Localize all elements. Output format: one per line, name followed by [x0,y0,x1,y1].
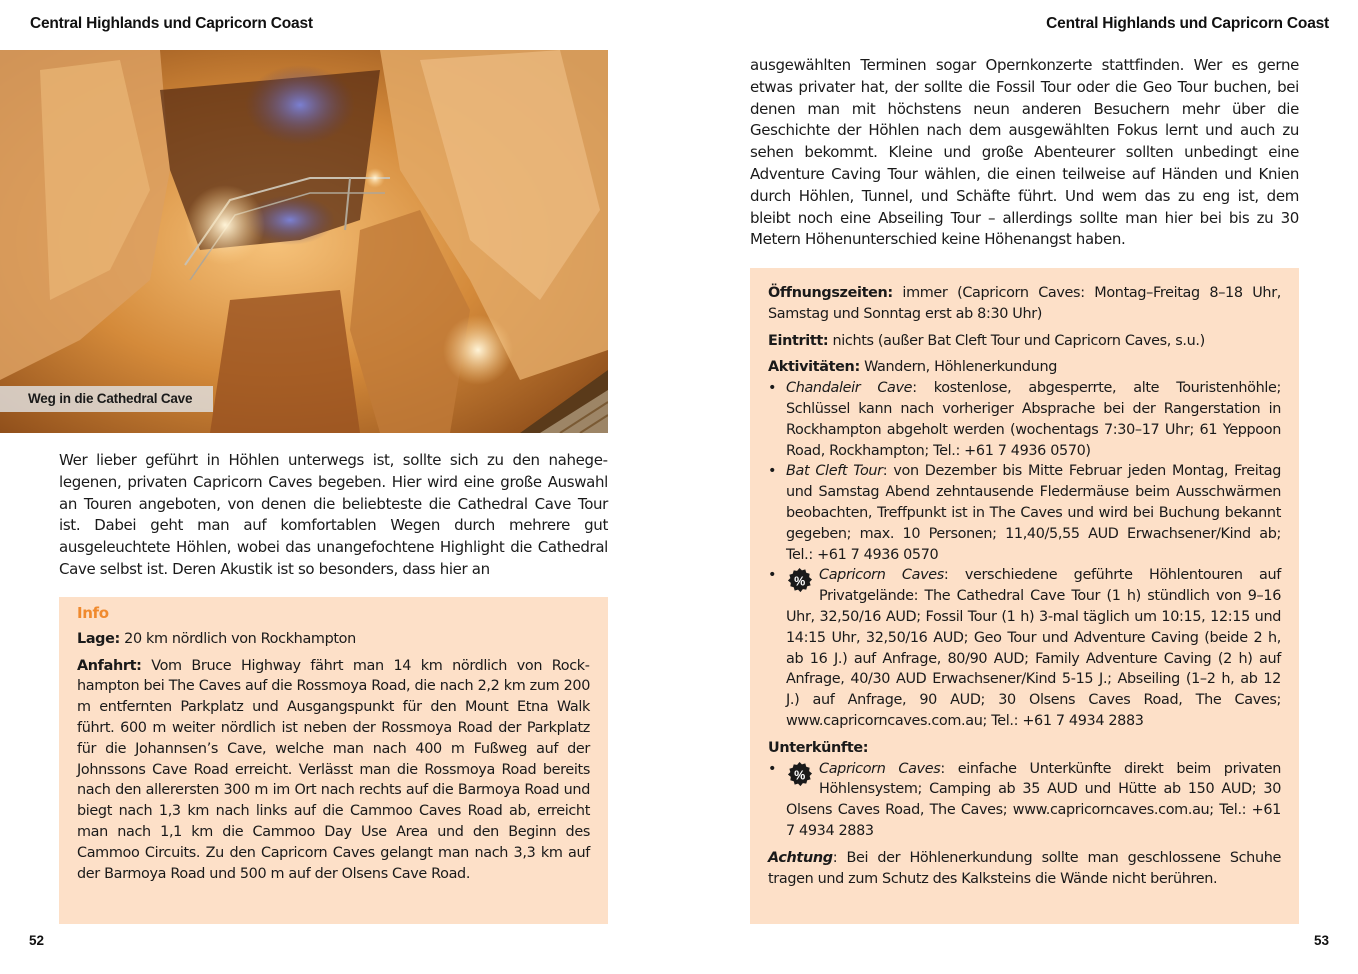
aktivitaeten-list [768,378,1281,732]
info-lage-label: Lage: [77,630,120,647]
info-achtung-value: : Bei der Höhlenerkundung sollte man geschlossene Schuhe tragen und zum Schutz des Kalksteins die Wände nicht berühren. [768,849,1281,887]
info-oeffnungszeiten [768,283,1281,325]
info-oeffnungszeiten-label: Öffnungszeiten: [768,285,893,301]
list-item [768,759,1281,842]
list-item-name: Capricorn Caves [819,760,941,777]
info-unterkuenfte [768,738,1281,759]
list-item-text: : kostenlose, abgesperrte, alte Touristenhöhle; Schlüssel kann nach vorheriger Absprache bei der Rangerstation in Rockhampton abgeholt werden (wochentags 7:30–17 Uhr; 61 Yeppoon Road, Rockhampton; Tel.: +61 7 4936 0570) [786,380,1281,459]
info-anfahrt-label: Anfahrt: [77,657,142,674]
bullet-icon: • [768,463,777,480]
discount-badge-icon [786,567,813,594]
info-eintritt [768,331,1281,352]
discount-badge-icon [786,761,813,788]
bullet-icon: • [768,380,777,397]
cave-photo [0,50,608,433]
discount-badge-glyph: % [794,574,805,589]
list-item [768,378,1281,461]
page-number: 53 [1313,933,1329,948]
info-lage-value: 20 km nördlich von Rockhampton [119,630,356,647]
info-eintritt-value: nichts (außer Bat Cleft Tour und Capricorn Caves, s.u.) [828,332,1205,349]
info-aktivitaeten-value: Wandern, Höhlenerkundung [859,359,1057,376]
info-achtung [768,848,1281,890]
info-box-title: Info [77,604,109,622]
running-head: Central Highlands und Capricorn Coast [30,15,313,32]
list-item-text: : von Dezember bis Mitte Februar jeden Montag, Freitag und Samstag Abend zehntausende Fledermäuse beim Ausschwärmen beobachten, Treffpunkt ist in The Caves und wird bei Buchung bekannt gegeben; max. 10 Personen; 11,40/5,55 AUD Erwachsener/Kind ab; Tel.: +61 7 4936 0570 [786,463,1281,563]
info-lage [77,629,590,650]
list-item-name: Capricorn Caves [819,567,944,584]
list-item [768,461,1281,565]
photo-caption: Weg in die Cathedral Cave [0,386,213,412]
list-item-text: : verschiedene geführte Höhlentouren auf Privatgelände: The Cathedral Cave Tour (1 h) stündlich von 9–16 Uhr, 32,50/16 AUD; Fossil Tour (1 h) 3-mal täglich um 10:15, 12:15 und 14:15 Uhr, 32,50/16 AUD; Geo Tour und Adventure Caving (beide 2 h, ab 16 J.) auf Anfrage, 80/90 AUD; Family Adventure Caving (2 h) auf Anfrage, 40/30 AUD Erwachsener/Kind 5-15 J.; Abseiling (1–2 h, ab 12 J.) auf Anfrage, 90 AUD; 30 Olsens Caves Road, The Caves; www.capricorncaves.com.au; Tel.: +61 7 4934 2883 [786,567,1281,729]
bullet-icon: • [768,760,777,777]
info-aktivitaeten [768,357,1281,378]
info-anfahrt [77,656,590,885]
right-page [679,0,1358,974]
discount-badge-glyph: % [794,767,805,782]
info-anfahrt-value: Vom Bruce Highway fährt man 14 km nördlich von Rockhampton bei The Caves auf die Rossmoya Road, die nach 2,2 km zum 200 m entfernten Parkplatz und Ausgangspunkt für den Mount Etna Walk führt. 600 m weiter nördlich ist neben der Rossmoya Road der Parkplatz für die Johannsen’s Cave, welche man nach 400 m Fußweg auf der Johnssons Cave Road erreicht. Verlässt man die Rossmoya Road bereits nach den allerersten 300 m im Ort nach rechts auf die Barmoya Road und biegt nach 1,3 km nach links auf die Cammoo Caves Road ab, erreicht man nach 1,1 km die Cammoo Day Use Area und den Beginn des Cammoo Circuits. Zu den Capricorn Caves gelangt man nach 3,3 km auf der Barmoya Road und 500 m auf der Olsens Cave Road. [77,657,590,882]
info-oeffnungszeiten-value: immer (Capricorn Caves: Montag–Freitag 8–18 Uhr, Samstag und Sonntag erst ab 8:30 Uhr) [768,285,1281,322]
info-box [750,268,1299,924]
info-eintritt-label: Eintritt: [768,332,829,349]
body-text: Wer lieber geführt in Höhlen unterwegs ist, sollte sich zu den nahegelegenen, privaten Capricorn Caves begeben. Hier wird eine große Auswahl an Touren angeboten, von denen die beliebteste die Cathedral Cave Tour ist. Dabei geht man auf komfortablen Wegen durch mehrere gut ausgeleuchtete Höhlen, wobei das unangefochtene Highlight die Cathedral Cave selbst ist. Deren Akustik ist so besonders, dass hier an [59,451,608,578]
unterkuenfte-list [768,759,1281,842]
running-head: Central Highlands und Capricorn Coast [1046,15,1329,32]
info-achtung-label: Achtung [768,849,833,866]
list-item-name: Bat Cleft Tour [786,463,883,480]
info-aktivitaeten-label: Aktivitäten: [768,359,860,376]
info-box [59,597,608,924]
body-text: ausgewählten Terminen sogar Opernkonzerte stattfinden. Wer es gerne etwas privater hat, der sollte die Fossil Tour oder die Geo Tour buchen, bei denen man mit höchstens neun anderen Besuchern mehr über die Geschichte der Höhlen nach dem ausgewählten Fokus lernt und auch zu sehen bekommt. Kleine und große Abenteurer sollten unbedingt eine Adventure Caving Tour wählen, die einen teilweise auf Händen und Knien durch Höhlen, Tunnel, und Schäfte führt. Und wem das zu eng ist, dem bleibt noch eine Abseiling Tour – allerdings sollte man hier bei bis zu 30 Metern Höhenunterschied keine Höhenangst haben. [750,56,1299,249]
list-item-name: Chandaleir Cave [786,380,913,397]
page-number: 52 [29,933,45,948]
info-unterkuenfte-label: Unterkünfte: [768,739,869,756]
list-item-text: : einfache Unterkünfte direkt beim privaten Höhlensystem; Camping ab 35 AUD und Hütte ab 150 AUD; 30 Olsens Caves Road, The Caves; www.capricorncaves.com.au; Tel.: +61 7 4934 2883 [786,760,1281,839]
bullet-icon: • [768,567,777,584]
list-item [768,565,1281,731]
